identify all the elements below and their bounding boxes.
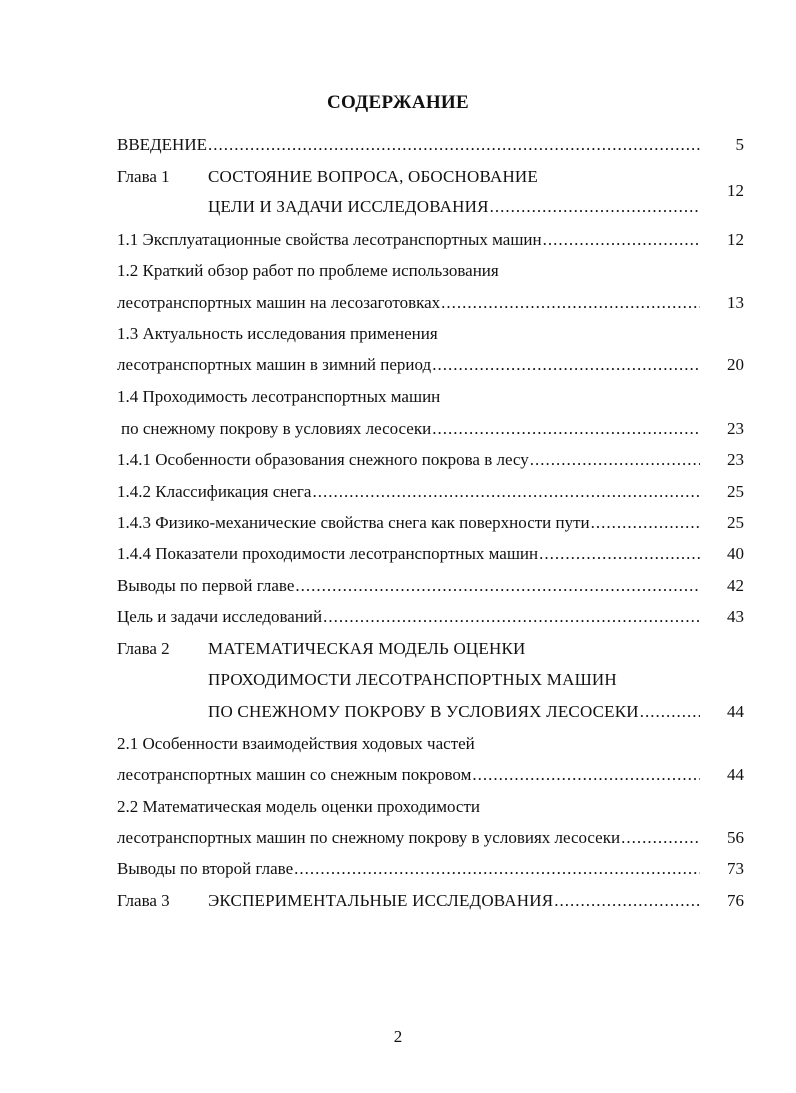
chapter-label: Глава 3 (117, 891, 170, 910)
toc-page-number: 40 (727, 544, 744, 563)
toc-entry: лесотранспортных машин по снежному покрову в условиях лесосеки ..... (117, 827, 700, 849)
toc-entry: 1.4.3 Физико-механические свойства снега как поверхности пути ..... (117, 512, 700, 534)
toc-page-number: 73 (727, 859, 744, 878)
chapter-title-line: СОСТОЯНИЕ ВОПРОСА, ОБОСНОВАНИЕ (208, 167, 538, 186)
chapter-title-line: ЭКСПЕРИМЕНТАЛЬНЫЕ ИССЛЕДОВАНИЯ ..... (208, 890, 700, 912)
toc-entry: 1.1 Эксплуатационные свойства лесотранспортных машин ..... (117, 229, 700, 251)
toc-page-number: 13 (727, 293, 744, 312)
chapter-title-line: ЦЕЛИ И ЗАДАЧИ ИССЛЕДОВАНИЯ ..... (208, 196, 700, 218)
toc-page-number: 44 (727, 765, 744, 784)
toc-page-number: 43 (727, 607, 744, 626)
page-number-footer: 2 (393, 1027, 403, 1046)
chapter-title-line: ПО СНЕЖНОМУ ПОКРОВУ В УСЛОВИЯХ ЛЕСОСЕКИ ..... (208, 701, 700, 723)
toc-entry: 1.3 Актуальность исследования применения (117, 324, 438, 343)
toc-page-number: 20 (727, 355, 744, 374)
toc-entry: по снежному покрову в условиях лесосеки ..... (121, 418, 700, 440)
toc-page-number: 56 (727, 828, 744, 847)
toc-page-number: 25 (727, 513, 744, 532)
chapter-title-line: МАТЕМАТИЧЕСКАЯ МОДЕЛЬ ОЦЕНКИ (208, 639, 526, 658)
toc-page-number: 76 (727, 891, 744, 910)
toc-entry: 1.4.2 Классификация снега ..... (117, 481, 700, 503)
toc-entry: 1.4 Проходимость лесотранспортных машин (117, 387, 441, 406)
toc-page-number: 5 (735, 135, 744, 154)
toc-entry-text: ВВЕДЕНИЕ (117, 135, 207, 154)
toc-entry: Цель и задачи исследований ..... (117, 606, 700, 628)
toc-page-number: 42 (727, 576, 744, 595)
toc-entry: 2.1 Особенности взаимодействия ходовых частей (117, 734, 475, 753)
toc-entry: 1.4.1 Особенности образования снежного покрова в лесу ..... (117, 449, 700, 471)
toc-entry: лесотранспортных машин со снежным покровом ..... (117, 764, 700, 786)
toc-page-number: 23 (727, 419, 744, 438)
toc-entry: 1.4.4 Показатели проходимости лесотранспортных машин ..... (117, 543, 700, 565)
chapter-label: Глава 2 (117, 639, 170, 658)
chapter-label: Глава 1 (117, 167, 170, 186)
toc-entry: Выводы по первой главе ..... (117, 575, 700, 597)
toc-page-number: 23 (727, 450, 744, 469)
toc-entry: Выводы по второй главе ..... (117, 858, 700, 880)
toc-page-number: 12 (727, 181, 744, 200)
toc-title: СОДЕРЖАНИЕ (327, 92, 469, 113)
toc-page-number: 12 (727, 230, 744, 249)
toc-entry-intro (117, 134, 700, 156)
toc-entry: лесотранспортных машин на лесозаготовках ..... (117, 292, 700, 314)
toc-page-number: 25 (727, 482, 744, 501)
toc-entry: 1.2 Краткий обзор работ по проблеме использования (117, 261, 499, 280)
toc-entry: лесотранспортных машин в зимний период ..... (117, 354, 700, 376)
chapter-title-line: ПРОХОДИМОСТИ ЛЕСОТРАНСПОРТНЫХ МАШИН (208, 670, 617, 689)
toc-entry: 2.2 Математическая модель оценки проходимости (117, 797, 480, 816)
toc-page-number: 44 (727, 702, 744, 721)
